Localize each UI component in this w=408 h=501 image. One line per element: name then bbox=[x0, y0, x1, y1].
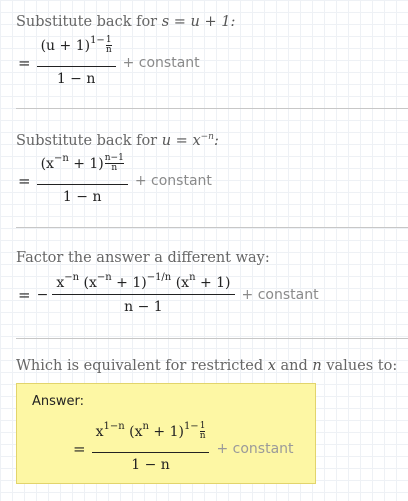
divider bbox=[16, 227, 408, 228]
step2-constant: + constant bbox=[134, 172, 212, 189]
step1-heading-math: s = u + 1: bbox=[161, 14, 236, 30]
step2-denominator: 1 − n bbox=[62, 189, 102, 205]
step1-equation bbox=[18, 35, 200, 87]
step1-heading bbox=[16, 14, 235, 30]
equals-sign: = bbox=[18, 171, 31, 190]
step2-numerator: $(x^{-n} + 1)$ $\frac{n-1}{n}$ bbox=[40, 153, 124, 173]
step3-denominator: n − 1 bbox=[124, 299, 163, 315]
step3-constant: + constant bbox=[241, 287, 319, 303]
step3-fraction bbox=[52, 272, 234, 315]
step3-equation bbox=[18, 272, 319, 315]
answer-box bbox=[16, 383, 316, 484]
equals-sign: = bbox=[73, 439, 86, 458]
minus-sign: − bbox=[36, 287, 49, 303]
step1-constant: + constant bbox=[122, 54, 200, 71]
step1-exponent-fraction: $\frac{1}{n}$ bbox=[105, 35, 112, 55]
step2-fraction bbox=[37, 153, 128, 205]
answer-numerator: $x^{1-n}$ $(x^n + 1)^{1-}$ $\frac{1}{n}$ bbox=[95, 421, 206, 441]
step2-exponent-fraction: $\frac{n-1}{n}$ bbox=[104, 153, 124, 173]
step1-denominator: 1 − n bbox=[56, 71, 96, 87]
step2-heading bbox=[16, 132, 219, 149]
answer-label: Answer: bbox=[32, 394, 85, 409]
step4-heading: Which is equivalent for restricted x and n values to: bbox=[16, 358, 398, 374]
step1-fraction bbox=[37, 35, 116, 87]
equals-sign: = bbox=[18, 286, 31, 304]
step2-equation bbox=[18, 153, 212, 205]
answer-fraction bbox=[92, 421, 210, 473]
divider bbox=[16, 108, 408, 109]
equals-sign: = bbox=[18, 53, 31, 72]
step1-numerator: $(u + 1)^{1-}$ $\frac{1}{n}$ bbox=[40, 35, 112, 55]
step3-numerator: $x^{-n}$ $(x^{-n} + 1)^{-1/n}$ $(x^n + 1)$ bbox=[56, 272, 231, 291]
answer-exponent-fraction: $\frac{1}{n}$ bbox=[199, 421, 206, 441]
answer-denominator: 1 − n bbox=[131, 457, 170, 473]
divider bbox=[16, 338, 408, 339]
answer-constant: + constant bbox=[216, 440, 294, 457]
step2-heading-math: $u = x^{-n}$: bbox=[161, 132, 219, 149]
step2-heading-text: Substitute back for bbox=[16, 132, 158, 149]
step3-heading-text: Factor the answer a different way: bbox=[16, 250, 270, 266]
step3-heading bbox=[16, 250, 270, 266]
step1-heading-text: Substitute back for bbox=[16, 14, 158, 30]
answer-equation bbox=[73, 421, 294, 473]
